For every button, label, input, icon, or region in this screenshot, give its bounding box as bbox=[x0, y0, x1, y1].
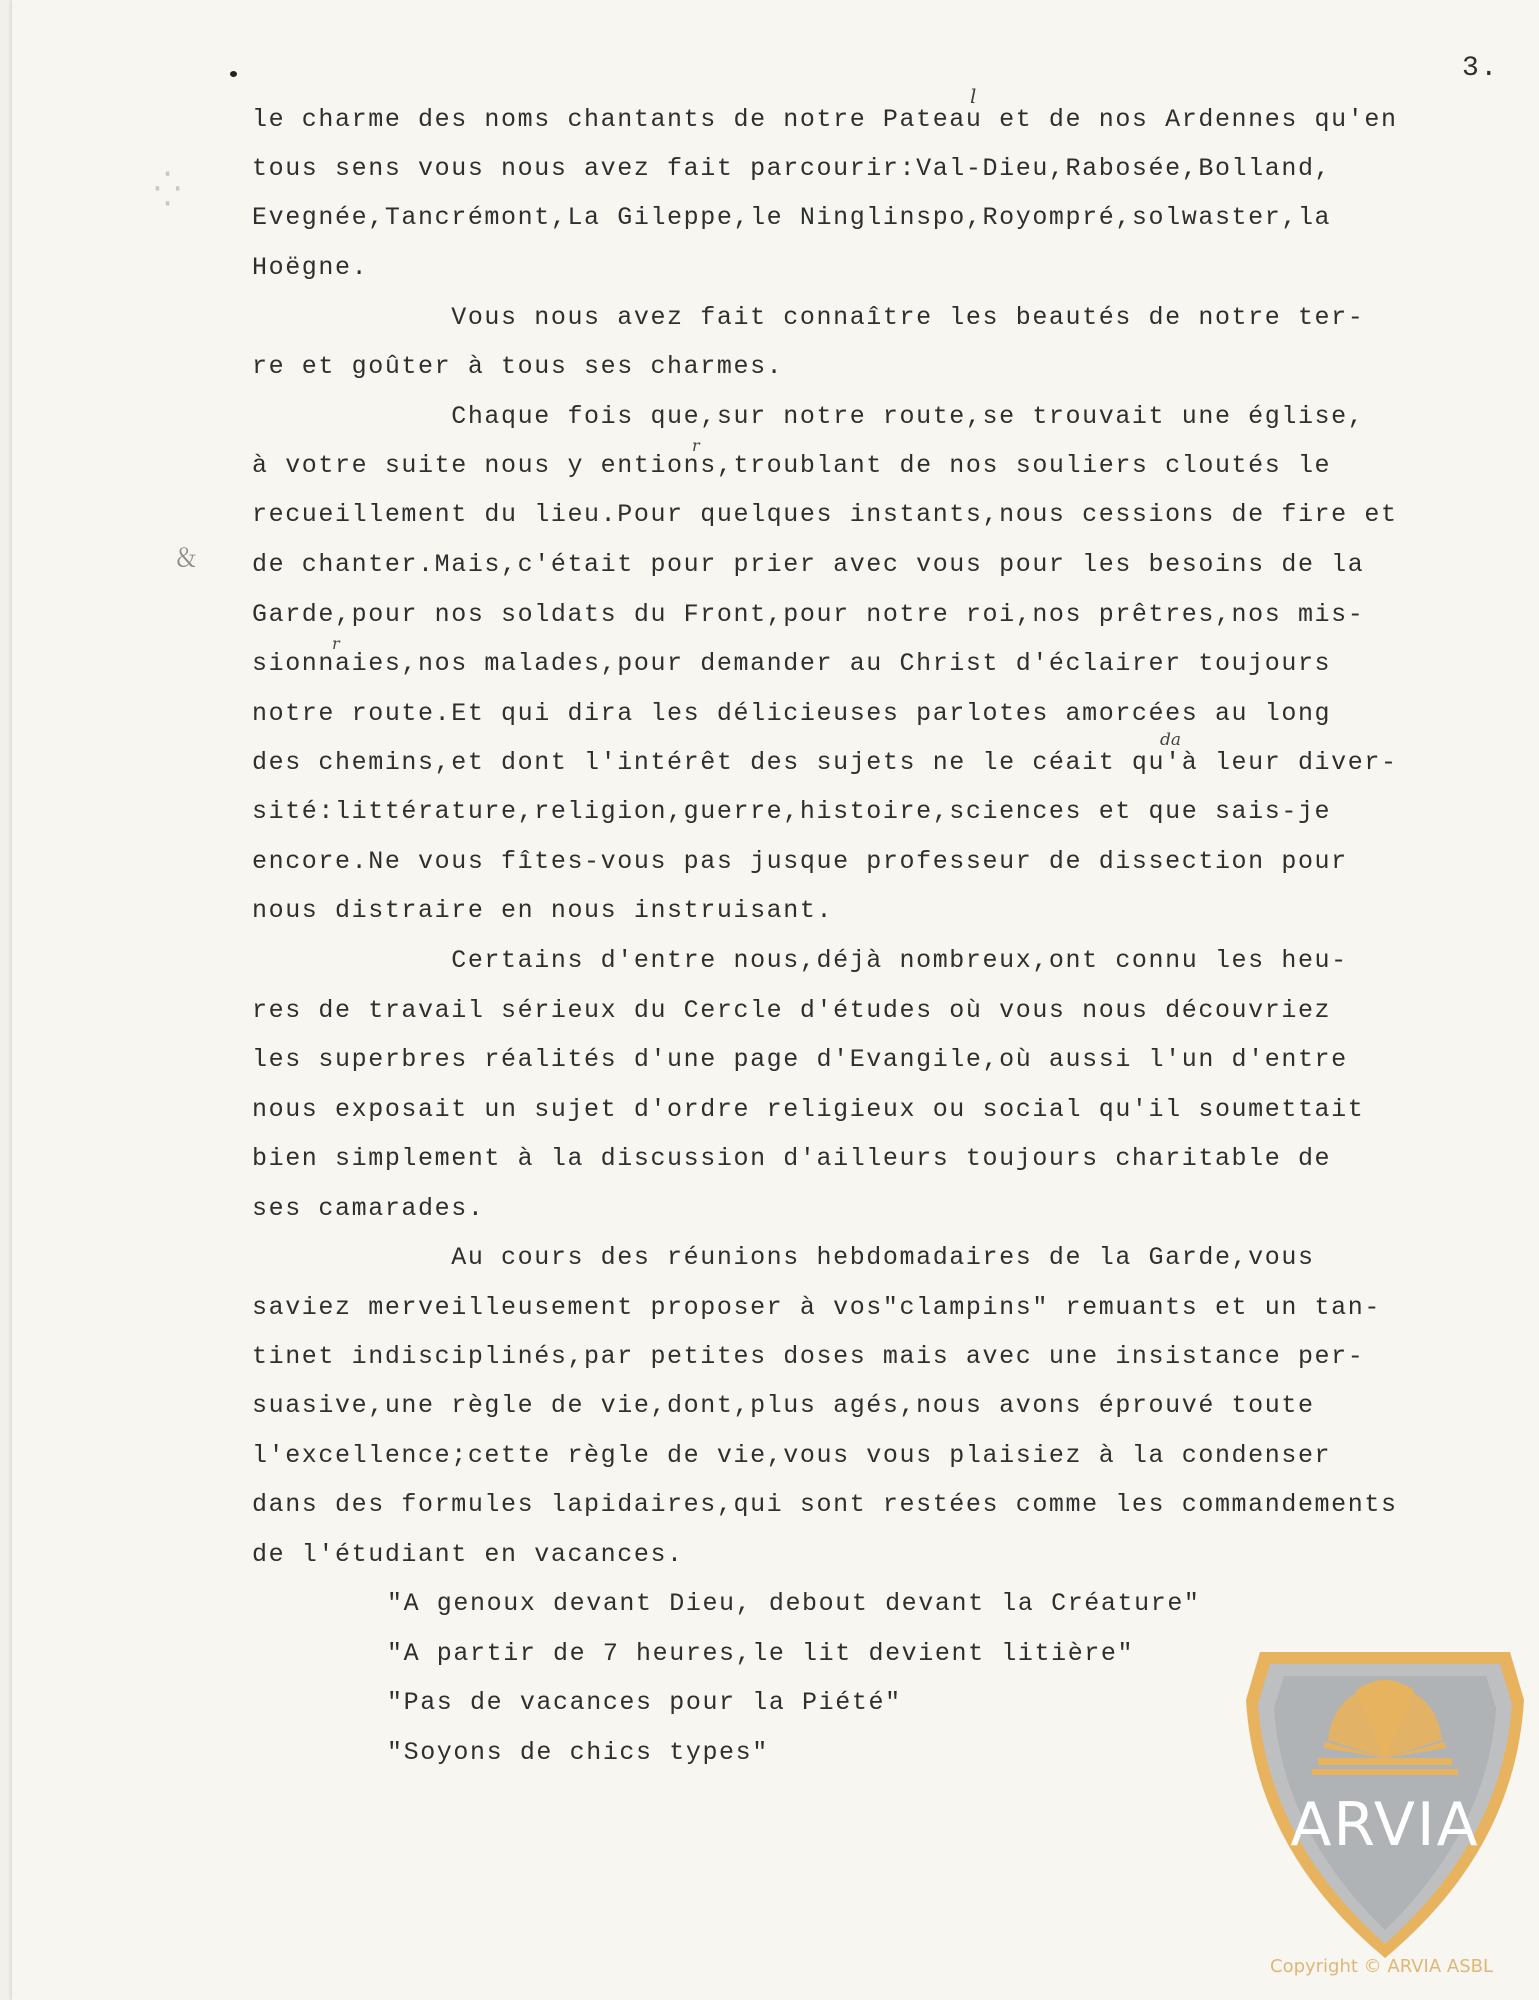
body-line: à votre suite nous y entions,troublant de nos souliers cloutés le bbox=[252, 451, 1332, 480]
body-line: dans des formules lapidaires,qui sont restées comme les commandements bbox=[252, 1490, 1398, 1519]
body-line: le charme des noms chantants de notre Pateau et de nos Ardennes qu'en bbox=[252, 105, 1398, 134]
body-line: notre route.Et qui dira les délicieuses parlotes amorcées au long bbox=[252, 699, 1332, 728]
body-line: nous exposait un sujet d'ordre religieux ou social qu'il soumettait bbox=[252, 1095, 1365, 1124]
handwritten-correction: r bbox=[332, 634, 340, 653]
body-line: recueillement du lieu.Pour quelques instants,nous cessions de fire et bbox=[252, 500, 1398, 529]
handwritten-correction: da bbox=[1160, 730, 1182, 750]
body-line: nous distraire en nous instruisant. bbox=[252, 896, 834, 925]
margin-dot bbox=[230, 71, 237, 77]
logo-wordmark: ARVIA bbox=[1290, 1790, 1480, 1860]
motto-line: "Soyons de chics types" bbox=[387, 1738, 769, 1767]
motto-line: "A partir de 7 heures,le lit devient litière" bbox=[387, 1639, 1135, 1668]
body-line: suasive,une règle de vie,dont,plus agés,nous avons éprouvé toute bbox=[252, 1391, 1315, 1420]
body-line: de chanter.Mais,c'était pour prier avec vous pour les besoins de la bbox=[252, 550, 1365, 579]
body-line: Certains d'entre nous,déjà nombreux,ont connu les heu- bbox=[252, 946, 1348, 975]
motto-line: "A genoux devant Dieu, debout devant la Créature" bbox=[387, 1589, 1201, 1618]
body-line: Au cours des réunions hebdomadaires de la Garde,vous bbox=[252, 1243, 1315, 1272]
arvia-watermark-logo bbox=[1240, 1640, 1530, 1970]
body-line: sionnaies,nos malades,pour demander au Christ d'éclairer toujours bbox=[252, 649, 1332, 678]
body-line: Chaque fois que,sur notre route,se trouvait une église, bbox=[252, 402, 1365, 431]
page-number: 3. bbox=[1462, 53, 1499, 84]
body-line: re et goûter à tous ses charmes. bbox=[252, 352, 784, 381]
body-line: ses camarades. bbox=[252, 1194, 485, 1223]
body-line: des chemins,et dont l'intérêt des sujets ne le céait qu'à leur diver- bbox=[252, 748, 1398, 777]
body-line: tous sens vous nous avez fait parcourir:Val-Dieu,Rabosée,Bolland, bbox=[252, 154, 1332, 183]
body-line: saviez merveilleusement proposer à vos"clampins" remuants et un tan- bbox=[252, 1293, 1381, 1322]
body-line: Hoëgne. bbox=[252, 253, 369, 282]
copyright-notice: Copyright © ARVIA ASBL bbox=[1270, 1956, 1494, 1977]
body-line: encore.Ne vous fîtes-vous pas jusque professeur de dissection pour bbox=[252, 847, 1348, 876]
body-line: de l'étudiant en vacances. bbox=[252, 1540, 684, 1569]
paper-mark: ⁛ bbox=[154, 170, 182, 210]
body-line: l'excellence;cette règle de vie,vous vous plaisiez à la condenser bbox=[252, 1441, 1332, 1470]
body-line: tinet indisciplinés,par petites doses mais avec une insistance per- bbox=[252, 1342, 1365, 1371]
motto-line: "Pas de vacances pour la Piété" bbox=[387, 1688, 902, 1717]
body-line: sité:littérature,religion,guerre,histoire,sciences et que sais-je bbox=[252, 797, 1332, 826]
handwritten-correction: r bbox=[692, 436, 700, 455]
body-line: res de travail sérieux du Cercle d'études où vous nous découvriez bbox=[252, 996, 1332, 1025]
handwritten-correction: l bbox=[970, 84, 977, 108]
paper-mark: ﹠ bbox=[170, 538, 200, 573]
body-line: Garde,pour nos soldats du Front,pour notre roi,nos prêtres,nos mis- bbox=[252, 600, 1365, 629]
body-line: Vous nous avez fait connaître les beautés de notre ter- bbox=[252, 303, 1365, 332]
body-line: bien simplement à la discussion d'ailleurs toujours charitable de bbox=[252, 1144, 1332, 1173]
body-line: Evegnée,Tancrémont,La Gileppe,le Ninglinspo,Royompré,solwaster,la bbox=[252, 203, 1332, 232]
body-line: les superbres réalités d'une page d'Evangile,où aussi l'un d'entre bbox=[252, 1045, 1348, 1074]
